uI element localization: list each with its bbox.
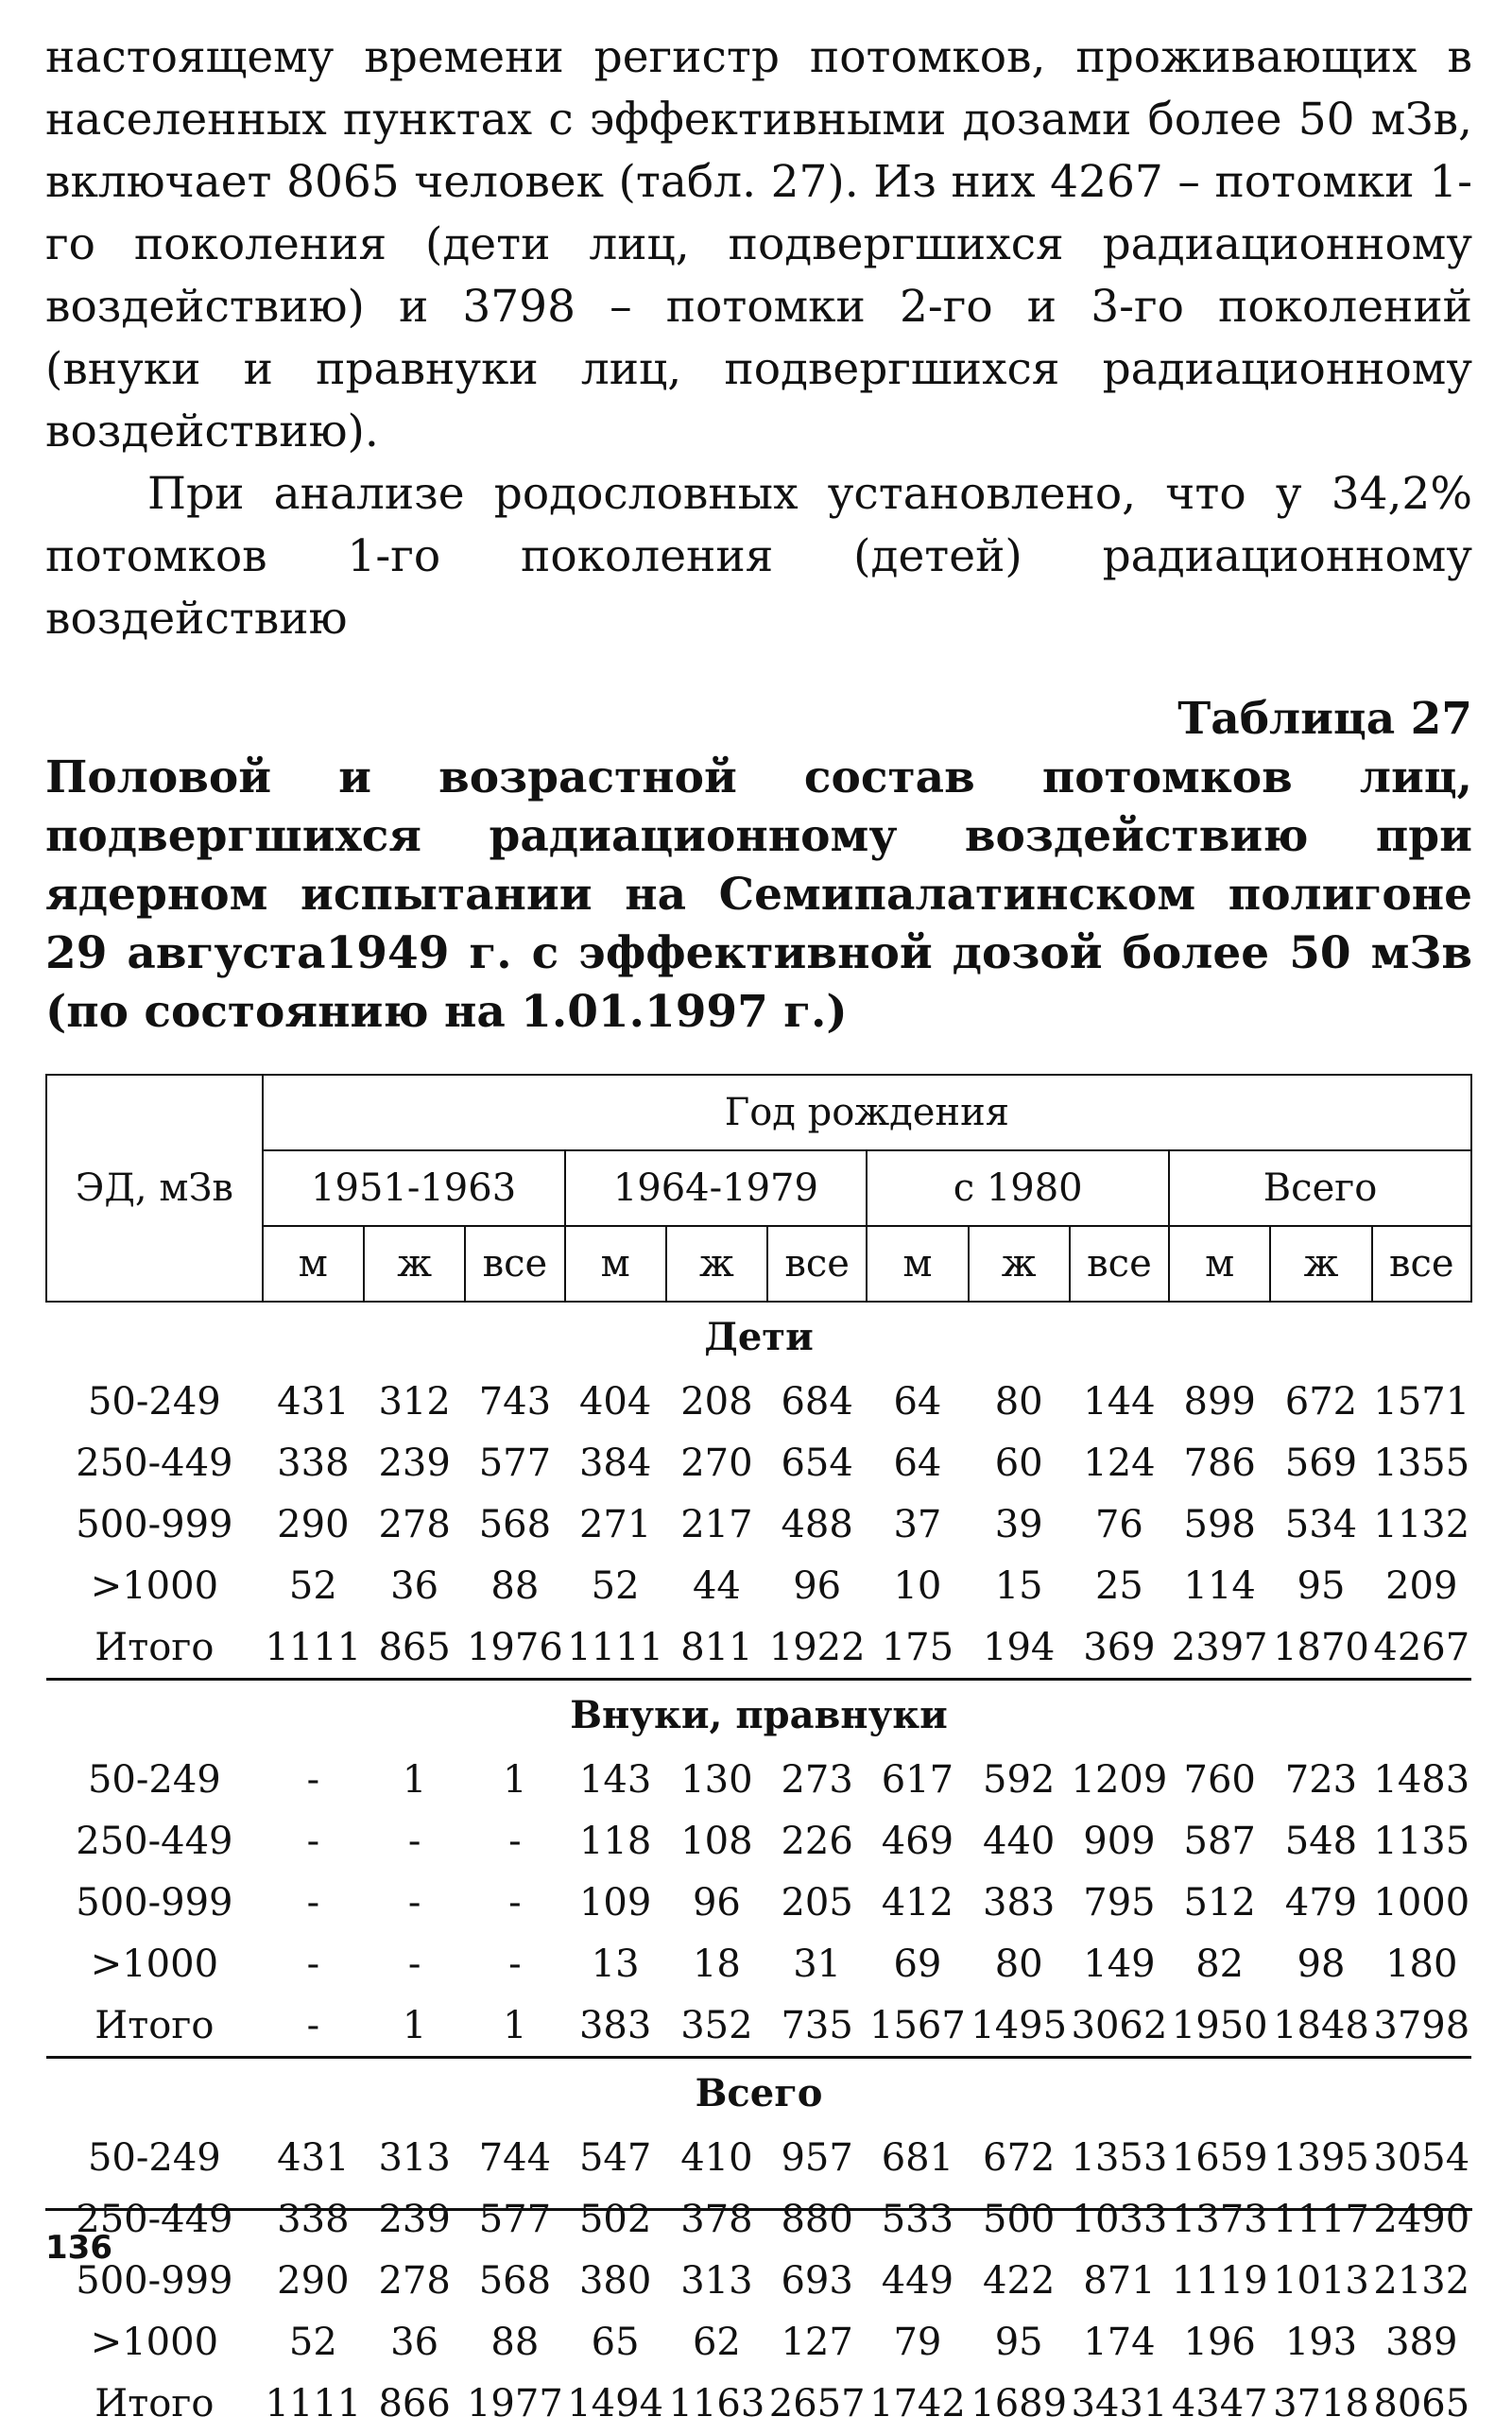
table-cell: 440: [983, 1819, 1056, 1863]
table-cell: 1373: [1171, 2197, 1268, 2241]
table-header: [46, 1075, 1471, 1302]
table-cell: -: [407, 1880, 421, 1925]
table-cell: 795: [1083, 1880, 1156, 1925]
table-cell: 1111: [265, 1625, 362, 1669]
table-cell: 290: [277, 1502, 350, 1546]
table-cell: 1013: [1273, 2258, 1369, 2303]
table-cell: 1848: [1273, 2003, 1369, 2047]
table-cell: 2490: [1373, 2197, 1470, 2241]
table-cell: 69: [893, 1942, 942, 1986]
table-cell: 378: [680, 2197, 753, 2241]
table-cell: 1033: [1071, 2197, 1168, 2241]
table-cell: 488: [781, 1502, 853, 1546]
table-cell: 1132: [1373, 1502, 1470, 1546]
table-row: [46, 2188, 1471, 2250]
table-cell: 174: [1083, 2320, 1156, 2364]
row-label: Итого: [94, 1625, 215, 1669]
table-cell: 118: [578, 1819, 652, 1863]
table-cell: 52: [288, 2320, 337, 2364]
header-group: Всего: [1169, 1150, 1471, 1226]
header-sub: м: [1169, 1226, 1270, 1302]
table-cell: 273: [781, 1757, 853, 1802]
row-label: 250-449: [76, 1819, 233, 1863]
table-cell: -: [407, 1819, 421, 1863]
table-cell: 39: [994, 1502, 1043, 1546]
table-cell: 52: [288, 1563, 337, 1608]
table-cell: 383: [578, 2003, 652, 2047]
table-cell: 469: [881, 1819, 954, 1863]
table-cell: 193: [1284, 2320, 1358, 2364]
table-cell: 384: [578, 1441, 652, 1485]
section-title: Дети: [704, 1314, 814, 1359]
table-cell: 369: [1083, 1625, 1156, 1669]
row-label: 500-999: [76, 2258, 233, 2303]
table-cell: 18: [692, 1942, 741, 1986]
table-cell: 3062: [1071, 2003, 1168, 2047]
table-cell: 10: [893, 1563, 942, 1608]
table-cell: 52: [591, 1563, 640, 1608]
row-label: >1000: [90, 2320, 219, 2364]
table-title: Половой и возрастной состав потомков лиц, подвергшихся радиационному воздействию при ядерном испытании на Семипалатинском полигоне 29 августа1949 г. с эффективной дозой более 50 мЗв (по состоянию на 1.01.1997 г.): [45, 751, 1472, 1038]
table-cell: 760: [1183, 1757, 1256, 1802]
table-cell: -: [306, 1942, 320, 1986]
table-cell: 786: [1183, 1441, 1256, 1485]
table-cell: 82: [1195, 1942, 1245, 1986]
table-cell: 96: [793, 1563, 842, 1608]
header-sub: м: [565, 1226, 666, 1302]
table-cell: 412: [881, 1880, 954, 1925]
header-group: 1951-1963: [263, 1150, 565, 1226]
table-row: [46, 1432, 1471, 1493]
table-cell: 88: [490, 2320, 540, 2364]
table-cell: 743: [478, 1379, 552, 1424]
table-cell: -: [306, 1880, 320, 1925]
header-group: 1964-1979: [565, 1150, 868, 1226]
table-cell: 380: [578, 2258, 652, 2303]
table-cell: 1117: [1273, 2197, 1369, 2241]
table-cell: 65: [591, 2320, 640, 2364]
table-cell: 880: [781, 2197, 853, 2241]
table-cell: 617: [881, 1757, 954, 1802]
header-group: с 1980: [867, 1150, 1169, 1226]
table-cell: 175: [881, 1625, 954, 1669]
table-cell: 144: [1083, 1379, 1156, 1424]
table-cell: 98: [1297, 1942, 1346, 1986]
table-cell: 60: [994, 1441, 1043, 1485]
table-row: [46, 2311, 1471, 2373]
section-row: [46, 1680, 1471, 1750]
table-cell: 79: [893, 2320, 942, 2364]
table-row: [46, 2250, 1471, 2311]
table-cell: 114: [1183, 1563, 1256, 1608]
data-table: [45, 1074, 1472, 2434]
table-cell: 547: [578, 2135, 652, 2180]
table-cell: 25: [1094, 1563, 1143, 1608]
table-cell: 209: [1385, 1563, 1458, 1608]
table-cell: 569: [1284, 1441, 1358, 1485]
table-cell: 37: [893, 1502, 942, 1546]
table-cell: 278: [378, 1502, 451, 1546]
table-cell: 31: [793, 1942, 842, 1986]
table-cell: 909: [1083, 1819, 1156, 1863]
table-cell: -: [407, 1942, 421, 1986]
table-cell: 512: [1183, 1880, 1256, 1925]
table-cell: 15: [994, 1563, 1043, 1608]
intro-text: [45, 26, 1472, 650]
table-cell: 312: [378, 1379, 451, 1424]
table-cell: 534: [1284, 1502, 1358, 1546]
table-cell: 1870: [1273, 1625, 1369, 1669]
table-cell: 271: [578, 1502, 652, 1546]
table-cell: 568: [478, 2258, 552, 2303]
table-row: [46, 2127, 1471, 2188]
table-cell: 449: [881, 2258, 954, 2303]
table-cell: 1: [402, 1757, 427, 1802]
table-cell: -: [306, 1819, 320, 1863]
header-birth-year: Год рождения: [263, 1075, 1471, 1150]
table-row: [46, 1994, 1471, 2058]
table-cell: 568: [478, 1502, 552, 1546]
table-cell: 239: [378, 1441, 451, 1485]
table-row: [46, 1555, 1471, 1616]
header-sub: все: [465, 1226, 564, 1302]
section-title: Всего: [46, 2058, 1471, 2128]
page-number: 136: [45, 2229, 112, 2267]
table-cell: -: [508, 1819, 522, 1863]
table-cell: 1163: [668, 2381, 765, 2425]
table-cell: 592: [983, 1757, 1056, 1802]
table-cell: 36: [390, 2320, 439, 2364]
table-cell: 1922: [768, 1625, 866, 1669]
table-cell: 1355: [1373, 1441, 1470, 1485]
table-cell: 36: [390, 1563, 439, 1608]
table-cell: 80: [994, 1379, 1043, 1424]
table-row: [46, 1616, 1471, 1680]
header-sub: все: [1372, 1226, 1471, 1302]
table-cell: 194: [983, 1625, 1056, 1669]
table-cell: 2397: [1171, 1625, 1268, 1669]
table-row: [46, 1749, 1471, 1810]
table-cell: 290: [277, 2258, 350, 2303]
table-cell: 1119: [1171, 2258, 1268, 2303]
table-cell: 196: [1183, 2320, 1256, 2364]
table-cell: 2657: [768, 2381, 866, 2425]
table-cell: 865: [378, 1625, 451, 1669]
table-cell: 127: [781, 2320, 853, 2364]
section-title: Внуки, правнуки: [46, 1680, 1471, 1750]
section-row: [46, 2058, 1471, 2128]
table-cell: -: [306, 1757, 320, 1802]
table-cell: 270: [680, 1441, 753, 1485]
table-cell: 422: [983, 2258, 1056, 2303]
table-cell: 1977: [466, 2381, 563, 2425]
table-row: [46, 1872, 1471, 1933]
row-label: Итого: [94, 2003, 215, 2047]
page: [45, 26, 1472, 2434]
table-cell: 108: [680, 1819, 753, 1863]
table-row: [46, 1371, 1471, 1432]
table-cell: 3798: [1373, 2003, 1470, 2047]
table-cell: 1111: [567, 1625, 664, 1669]
table-cell: 479: [1284, 1880, 1358, 1925]
table-cell: 672: [983, 2135, 1056, 2180]
table-cell: 500: [983, 2197, 1056, 2241]
header-sub: все: [1070, 1226, 1169, 1302]
table-body: [46, 1302, 1471, 2434]
table-cell: 13: [591, 1942, 640, 1986]
header-sub: все: [767, 1226, 867, 1302]
header-sub: ж: [666, 1226, 767, 1302]
header-sub: ж: [1270, 1226, 1371, 1302]
table-cell: 744: [478, 2135, 552, 2180]
table-cell: 149: [1083, 1942, 1156, 1986]
table-cell: 899: [1183, 1379, 1256, 1424]
table-cell: 1483: [1373, 1757, 1470, 1802]
table-cell: 109: [578, 1880, 652, 1925]
table-cell: 180: [1385, 1942, 1458, 1986]
table-cell: 871: [1083, 2258, 1156, 2303]
table-cell: 654: [781, 1441, 853, 1485]
table-row: [46, 1493, 1471, 1555]
row-label: 250-449: [76, 1441, 233, 1485]
table-cell: 217: [680, 1502, 753, 1546]
table-cell: 313: [680, 2258, 753, 2303]
paragraph-2: При анализе родословных установлено, что у 34,2% потомков 1-го поколения (детей) радиационному воздействию: [45, 468, 1472, 645]
row-label: 50-249: [87, 1757, 221, 1802]
table-cell: 1659: [1171, 2135, 1268, 2180]
table-cell: 3431: [1071, 2381, 1168, 2425]
table-cell: 95: [1297, 1563, 1346, 1608]
table-row: [46, 2373, 1471, 2434]
table-cell: 723: [1284, 1757, 1358, 1802]
table-cell: 143: [578, 1757, 652, 1802]
table-cell: 313: [378, 2135, 451, 2180]
table-cell: 598: [1183, 1502, 1256, 1546]
table-cell: 95: [994, 2320, 1043, 2364]
header-sub: м: [263, 1226, 364, 1302]
table-cell: 1494: [567, 2381, 664, 2425]
table-cell: 957: [781, 2135, 853, 2180]
table-cell: 431: [277, 1379, 350, 1424]
table-cell: 1111: [265, 2381, 362, 2425]
header-sub: м: [867, 1226, 968, 1302]
table-cell: 533: [881, 2197, 954, 2241]
table-cell: 352: [680, 2003, 753, 2047]
table-cell: 4347: [1171, 2381, 1268, 2425]
table-cell: 44: [692, 1563, 741, 1608]
table-cell: 208: [680, 1379, 753, 1424]
table-cell: 681: [881, 2135, 954, 2180]
table-cell: 130: [680, 1757, 753, 1802]
table-cell: 226: [781, 1819, 853, 1863]
table-cell: 684: [781, 1379, 853, 1424]
table-cell: 88: [490, 1563, 540, 1608]
table-cell: 76: [1094, 1502, 1143, 1546]
table-cell: 239: [378, 2197, 451, 2241]
table-cell: 1353: [1071, 2135, 1168, 2180]
table-cell: 672: [1284, 1379, 1358, 1424]
table-cell: 548: [1284, 1819, 1358, 1863]
table-cell: 2132: [1373, 2258, 1470, 2303]
row-label: Итого: [94, 2381, 215, 2425]
header-dose: ЭД, мЗв: [46, 1075, 263, 1302]
row-label: 50-249: [87, 2135, 221, 2180]
table-cell: 64: [893, 1441, 942, 1485]
table-cell: 693: [781, 2258, 853, 2303]
table-cell: 1: [503, 2003, 527, 2047]
table-cell: 1209: [1071, 1757, 1168, 1802]
table-number: Таблица 27: [1177, 693, 1472, 745]
row-label: 500-999: [76, 1502, 233, 1546]
table-cell: 502: [578, 2197, 652, 2241]
row-label: 50-249: [87, 1379, 221, 1424]
table-cell: 338: [277, 1441, 350, 1485]
table-cell: 577: [478, 1441, 552, 1485]
header-sub: ж: [364, 1226, 465, 1302]
table-cell: 389: [1385, 2320, 1458, 2364]
table-cell: 1: [402, 2003, 427, 2047]
table-cell: 866: [378, 2381, 451, 2425]
table-row: [46, 1933, 1471, 1994]
table-cell: 1000: [1373, 1880, 1470, 1925]
table-cell: 96: [692, 1880, 741, 1925]
bottom-rule: [45, 2208, 1472, 2211]
table-cell: 587: [1183, 1819, 1256, 1863]
table-cell: 1135: [1373, 1819, 1470, 1863]
row-label: >1000: [90, 1942, 219, 1986]
table-cell: 124: [1083, 1441, 1156, 1485]
row-label: 500-999: [76, 1880, 233, 1925]
table-cell: 404: [578, 1379, 652, 1424]
table-cell: 62: [692, 2320, 741, 2364]
table-cell: 431: [277, 2135, 350, 2180]
table-cell: 1976: [466, 1625, 563, 1669]
table-cell: 1: [503, 1757, 527, 1802]
paragraph-1: настоящему времени регистр потомков, проживающих в населенных пунктах с эффективными дозами более 50 мЗв, включает 8065 человек (табл. 27). Из них 4267 – потомки 1-го поколения (дети лиц, подвергшихся радиационному воздействию) и 3798 – потомки 2-го и 3-го поколений (внуки и правнуки лиц, подвергшихся радиационному воздействию).: [45, 31, 1472, 457]
table-cell: 278: [378, 2258, 451, 2303]
table-cell: 811: [680, 1625, 753, 1669]
table-cell: 8065: [1373, 2381, 1470, 2425]
table-cell: 1571: [1373, 1379, 1470, 1424]
table-cell: 383: [983, 1880, 1056, 1925]
table-cell: -: [508, 1942, 522, 1986]
table-cell: 1689: [971, 2381, 1068, 2425]
table-cell: 410: [680, 2135, 753, 2180]
table-cell: 80: [994, 1942, 1043, 1986]
table-cell: 735: [781, 2003, 853, 2047]
section-row: [46, 1302, 1471, 1371]
header-sub: ж: [969, 1226, 1070, 1302]
table-cell: 577: [478, 2197, 552, 2241]
table-cell: 1950: [1171, 2003, 1268, 2047]
table-cell: 1567: [869, 2003, 966, 2047]
row-label: 250-449: [76, 2197, 233, 2241]
table-row: [46, 1810, 1471, 1872]
table-cell: -: [508, 1880, 522, 1925]
table-caption: [45, 690, 1472, 1042]
table-cell: 205: [781, 1880, 853, 1925]
table-cell: -: [306, 2003, 320, 2047]
table-cell: 338: [277, 2197, 350, 2241]
row-label: >1000: [90, 1563, 219, 1608]
table-cell: 4267: [1373, 1625, 1470, 1669]
table-cell: 1495: [971, 2003, 1068, 2047]
table-cell: 3718: [1273, 2381, 1369, 2425]
table-cell: 1395: [1273, 2135, 1369, 2180]
table-cell: 1742: [869, 2381, 966, 2425]
table-cell: 3054: [1373, 2135, 1470, 2180]
table-cell: 64: [893, 1379, 942, 1424]
